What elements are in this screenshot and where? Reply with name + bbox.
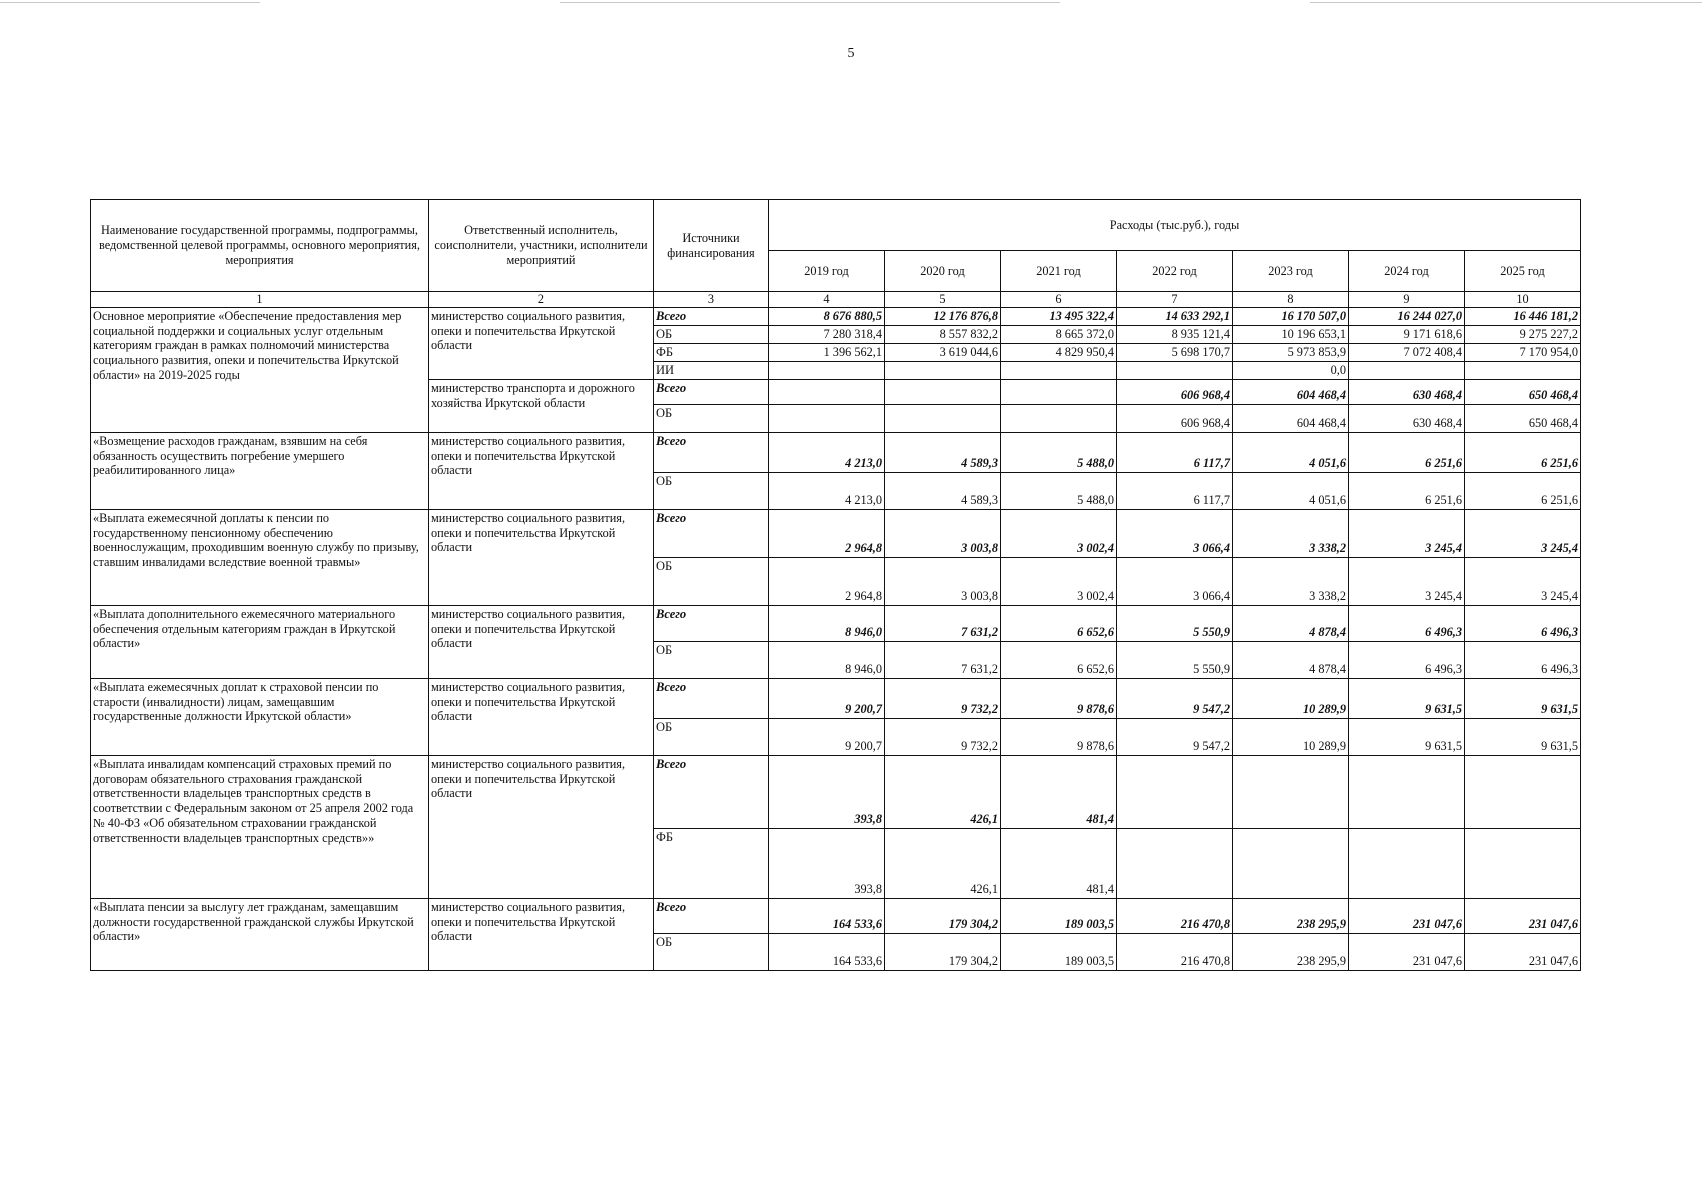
amount-cell: 9 200,7 [769, 678, 885, 718]
amount-cell: 6 652,6 [1001, 641, 1117, 678]
amount-cell [1001, 361, 1117, 379]
executor-name: министерство социального развития, опеки и попечительства Иркутской области [429, 605, 654, 678]
amount-cell: 6 496,3 [1465, 605, 1581, 641]
amount-cell: 6 117,7 [1117, 432, 1233, 472]
amount-cell: 650 468,4 [1465, 379, 1581, 404]
funding-source: ФБ [654, 343, 769, 361]
amount-cell: 9 171 618,6 [1349, 325, 1465, 343]
amount-cell: 630 468,4 [1349, 379, 1465, 404]
amount-cell: 9 547,2 [1117, 718, 1233, 755]
amount-cell: 4 589,3 [885, 472, 1001, 509]
scan-edge-line-right [1310, 2, 1702, 3]
executor-name: министерство социального развития, опеки и попечительства Иркутской области [429, 898, 654, 970]
header-source-column: Источники финансирования [654, 200, 769, 292]
amount-cell: 2 964,8 [769, 509, 885, 557]
amount-cell: 6 496,3 [1349, 605, 1465, 641]
amount-cell: 5 488,0 [1001, 432, 1117, 472]
amount-cell: 481,4 [1001, 755, 1117, 828]
amount-cell: 9 275 227,2 [1465, 325, 1581, 343]
expenses-table [90, 199, 1581, 971]
amount-cell [1001, 379, 1117, 404]
column-number: 3 [654, 292, 769, 308]
amount-cell: 231 047,6 [1465, 933, 1581, 970]
amount-cell [1465, 828, 1581, 898]
header-year: 2022 год [1117, 251, 1233, 292]
amount-cell: 3 245,4 [1465, 509, 1581, 557]
column-number: 5 [885, 292, 1001, 308]
amount-cell: 10 289,9 [1233, 678, 1349, 718]
header-year: 2020 год [885, 251, 1001, 292]
amount-cell: 606 968,4 [1117, 404, 1233, 432]
column-numbers-row [91, 292, 1581, 308]
funding-source: ОБ [654, 325, 769, 343]
measure-name: Основное мероприятие «Обеспечение предоставления мер социальной поддержки и социальных услуг отдельным категориям граждан в рамках полномочий министерства социального развития, опеки и попечительства Иркутской области» на 2019-2025 годы [91, 307, 429, 432]
amount-cell: 393,8 [769, 828, 885, 898]
amount-cell: 189 003,5 [1001, 933, 1117, 970]
amount-cell: 606 968,4 [1117, 379, 1233, 404]
amount-cell: 238 295,9 [1233, 898, 1349, 933]
amount-cell [1349, 828, 1465, 898]
amount-cell: 231 047,6 [1349, 933, 1465, 970]
amount-cell: 13 495 322,4 [1001, 307, 1117, 325]
amount-cell [1465, 755, 1581, 828]
funding-source: ОБ [654, 933, 769, 970]
amount-cell: 3 619 044,6 [885, 343, 1001, 361]
amount-cell [1233, 755, 1349, 828]
amount-cell: 9 732,2 [885, 718, 1001, 755]
funding-source: Всего [654, 678, 769, 718]
amount-cell: 16 446 181,2 [1465, 307, 1581, 325]
amount-cell: 189 003,5 [1001, 898, 1117, 933]
amount-cell: 8 935 121,4 [1117, 325, 1233, 343]
amount-cell: 7 170 954,0 [1465, 343, 1581, 361]
amount-cell: 179 304,2 [885, 933, 1001, 970]
column-number: 8 [1233, 292, 1349, 308]
amount-cell: 9 631,5 [1349, 678, 1465, 718]
table-row-total [91, 755, 1581, 828]
amount-cell: 9 878,6 [1001, 678, 1117, 718]
table-row-total [91, 678, 1581, 718]
amount-cell: 231 047,6 [1465, 898, 1581, 933]
column-number: 7 [1117, 292, 1233, 308]
amount-cell: 3 338,2 [1233, 557, 1349, 605]
amount-cell [885, 361, 1001, 379]
amount-cell: 7 072 408,4 [1349, 343, 1465, 361]
amount-cell: 3 245,4 [1465, 557, 1581, 605]
measure-name: «Выплата пенсии за выслугу лет гражданам, замещавшим должности государственной гражданской службы Иркутской области» [91, 898, 429, 970]
funding-source: Всего [654, 379, 769, 404]
amount-cell: 630 468,4 [1349, 404, 1465, 432]
amount-cell: 7 631,2 [885, 641, 1001, 678]
amount-cell: 3 066,4 [1117, 557, 1233, 605]
measure-name: «Выплата дополнительного ежемесячного материального обеспечения отдельным категориям граждан в Иркутской области» [91, 605, 429, 678]
measure-name: «Выплата ежемесячных доплат к страховой пенсии по старости (инвалидности) лицам, замещавшим государственные должности Иркутской области» [91, 678, 429, 755]
amount-cell [769, 379, 885, 404]
amount-cell: 164 533,6 [769, 898, 885, 933]
amount-cell: 8 665 372,0 [1001, 325, 1117, 343]
funding-source: Всего [654, 605, 769, 641]
amount-cell: 4 829 950,4 [1001, 343, 1117, 361]
scan-edge-line-left [0, 2, 260, 3]
measure-name: «Выплата ежемесячной доплаты к пенсии по государственному пенсионному обеспечению военнослужащим, проходившим военную службу по призыву, ставшим инвалидами вследствие военной травмы» [91, 509, 429, 605]
amount-cell: 426,1 [885, 828, 1001, 898]
table-row-total [91, 898, 1581, 933]
amount-cell: 4 589,3 [885, 432, 1001, 472]
amount-cell: 8 557 832,2 [885, 325, 1001, 343]
amount-cell: 4 213,0 [769, 472, 885, 509]
amount-cell: 3 003,8 [885, 509, 1001, 557]
amount-cell: 5 550,9 [1117, 641, 1233, 678]
amount-cell: 6 251,6 [1465, 472, 1581, 509]
amount-cell: 12 176 876,8 [885, 307, 1001, 325]
amount-cell: 216 470,8 [1117, 933, 1233, 970]
amount-cell: 604 468,4 [1233, 404, 1349, 432]
table-row-total [91, 432, 1581, 472]
table-row-total [91, 307, 1581, 325]
amount-cell: 164 533,6 [769, 933, 885, 970]
amount-cell [1117, 361, 1233, 379]
amount-cell: 3 066,4 [1117, 509, 1233, 557]
amount-cell: 1 396 562,1 [769, 343, 885, 361]
amount-cell: 231 047,6 [1349, 898, 1465, 933]
amount-cell: 2 964,8 [769, 557, 885, 605]
measure-name: «Возмещение расходов гражданам, взявшим на себя обязанность осуществить погребение умершего реабилитированного лица» [91, 432, 429, 509]
amount-cell: 6 652,6 [1001, 605, 1117, 641]
executor-name: министерство социального развития, опеки и попечительства Иркутской области [429, 755, 654, 898]
amount-cell: 238 295,9 [1233, 933, 1349, 970]
amount-cell [1233, 828, 1349, 898]
executor-name: министерство социального развития, опеки и попечительства Иркутской области [429, 307, 654, 379]
amount-cell: 6 251,6 [1349, 432, 1465, 472]
amount-cell [885, 379, 1001, 404]
amount-cell: 9 200,7 [769, 718, 885, 755]
amount-cell [1465, 361, 1581, 379]
amount-cell [1117, 828, 1233, 898]
column-number: 10 [1465, 292, 1581, 308]
amount-cell [1349, 361, 1465, 379]
amount-cell: 3 002,4 [1001, 557, 1117, 605]
funding-source: ОБ [654, 718, 769, 755]
funding-source: ФБ [654, 828, 769, 898]
header-name-column: Наименование государственной программы, подпрограммы, ведомственной целевой программы, основного мероприятия, мероприятия [91, 200, 429, 292]
header-executor-column: Ответственный исполнитель, соисполнители, участники, исполнители мероприятий [429, 200, 654, 292]
amount-cell: 179 304,2 [885, 898, 1001, 933]
amount-cell: 4 213,0 [769, 432, 885, 472]
amount-cell: 9 732,2 [885, 678, 1001, 718]
amount-cell: 16 244 027,0 [1349, 307, 1465, 325]
amount-cell: 4 878,4 [1233, 641, 1349, 678]
amount-cell: 4 878,4 [1233, 605, 1349, 641]
amount-cell [885, 404, 1001, 432]
amount-cell [1117, 755, 1233, 828]
amount-cell [1349, 755, 1465, 828]
funding-source: ОБ [654, 641, 769, 678]
column-number: 1 [91, 292, 429, 308]
header-expenses-column: Расходы (тыс.руб.), годы [769, 200, 1581, 251]
table-row-total [91, 509, 1581, 557]
amount-cell: 6 117,7 [1117, 472, 1233, 509]
column-number: 9 [1349, 292, 1465, 308]
amount-cell [769, 404, 885, 432]
amount-cell: 481,4 [1001, 828, 1117, 898]
amount-cell: 10 289,9 [1233, 718, 1349, 755]
amount-cell: 9 878,6 [1001, 718, 1117, 755]
amount-cell: 5 973 853,9 [1233, 343, 1349, 361]
amount-cell: 393,8 [769, 755, 885, 828]
amount-cell: 8 676 880,5 [769, 307, 885, 325]
table-body [91, 307, 1581, 970]
funding-source: ИИ [654, 361, 769, 379]
amount-cell: 7 280 318,4 [769, 325, 885, 343]
amount-cell: 216 470,8 [1117, 898, 1233, 933]
header-year: 2019 год [769, 251, 885, 292]
column-number: 6 [1001, 292, 1117, 308]
header-year: 2023 год [1233, 251, 1349, 292]
amount-cell: 650 468,4 [1465, 404, 1581, 432]
amount-cell: 10 196 653,1 [1233, 325, 1349, 343]
page-number: 5 [847, 46, 855, 61]
amount-cell: 5 488,0 [1001, 472, 1117, 509]
amount-cell: 5 698 170,7 [1117, 343, 1233, 361]
header-year: 2025 год [1465, 251, 1581, 292]
amount-cell: 7 631,2 [885, 605, 1001, 641]
amount-cell [769, 361, 885, 379]
funding-source: Всего [654, 755, 769, 828]
amount-cell: 3 338,2 [1233, 509, 1349, 557]
funding-source: ОБ [654, 404, 769, 432]
executor-name: министерство транспорта и дорожного хозяйства Иркутской области [429, 379, 654, 432]
amount-cell: 6 251,6 [1465, 432, 1581, 472]
amount-cell: 4 051,6 [1233, 472, 1349, 509]
executor-name: министерство социального развития, опеки и попечительства Иркутской области [429, 432, 654, 509]
amount-cell: 9 631,5 [1349, 718, 1465, 755]
amount-cell: 3 002,4 [1001, 509, 1117, 557]
scan-edge-line-center [560, 2, 1060, 3]
amount-cell: 604 468,4 [1233, 379, 1349, 404]
amount-cell: 3 245,4 [1349, 557, 1465, 605]
amount-cell: 6 251,6 [1349, 472, 1465, 509]
amount-cell: 3 003,8 [885, 557, 1001, 605]
funding-source: Всего [654, 898, 769, 933]
amount-cell: 6 496,3 [1349, 641, 1465, 678]
funding-source: ОБ [654, 472, 769, 509]
header-year: 2021 год [1001, 251, 1117, 292]
funding-source: Всего [654, 432, 769, 472]
amount-cell: 6 496,3 [1465, 641, 1581, 678]
amount-cell: 9 631,5 [1465, 718, 1581, 755]
executor-name: министерство социального развития, опеки и попечительства Иркутской области [429, 509, 654, 605]
header-year: 2024 год [1349, 251, 1465, 292]
amount-cell: 4 051,6 [1233, 432, 1349, 472]
header-row [91, 200, 1581, 251]
funding-source: Всего [654, 509, 769, 557]
amount-cell [1001, 404, 1117, 432]
amount-cell: 14 633 292,1 [1117, 307, 1233, 325]
amount-cell: 8 946,0 [769, 605, 885, 641]
column-number: 4 [769, 292, 885, 308]
table-row-total [91, 605, 1581, 641]
measure-name: «Выплата инвалидам компенсаций страховых премий по договорам обязательного страхования гражданской ответственности владельцев транспортных средств в соответствии с Федеральным законом от 25 апреля 2002 года № 40-ФЗ «Об обязательном страховании гражданской ответственности владельцев транспортных средств»» [91, 755, 429, 898]
amount-cell: 8 946,0 [769, 641, 885, 678]
amount-cell: 9 547,2 [1117, 678, 1233, 718]
amount-cell: 9 631,5 [1465, 678, 1581, 718]
amount-cell: 3 245,4 [1349, 509, 1465, 557]
amount-cell: 0,0 [1233, 361, 1349, 379]
amount-cell: 5 550,9 [1117, 605, 1233, 641]
column-number: 2 [429, 292, 654, 308]
amount-cell: 426,1 [885, 755, 1001, 828]
funding-source: ОБ [654, 557, 769, 605]
amount-cell: 16 170 507,0 [1233, 307, 1349, 325]
funding-source: Всего [654, 307, 769, 325]
executor-name: министерство социального развития, опеки и попечительства Иркутской области [429, 678, 654, 755]
